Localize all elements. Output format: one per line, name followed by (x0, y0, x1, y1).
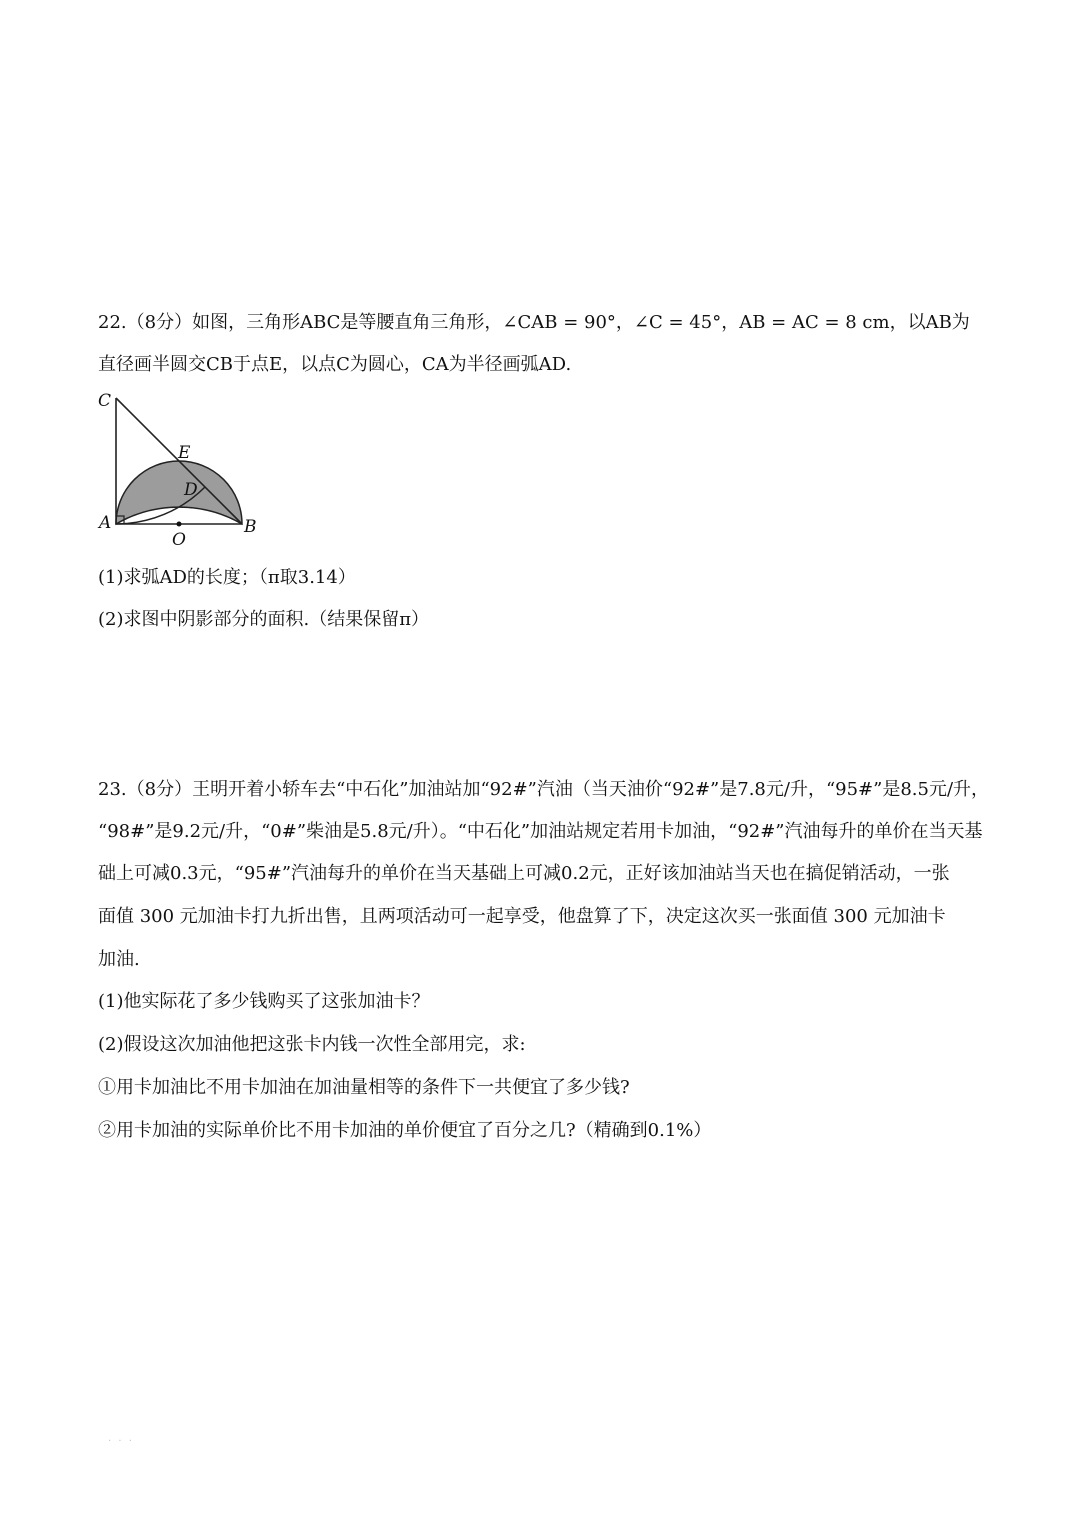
q23-subquestion-2-part-1: ①用卡加油比不用卡加油在加油量相等的条件下一共便宜了多少钱? (98, 1077, 630, 1098)
q22-stem-line2: 直径画半圆交CB于点E，以点C为圆心，CA为半径画弧AD. (98, 354, 572, 375)
label-E: E (178, 443, 191, 463)
q23-subquestion-2-part-2: ②用卡加油的实际单价比不用卡加油的单价便宜了百分之几?（精确到0.1%） (98, 1120, 712, 1141)
label-B: B (244, 517, 257, 537)
point-O (177, 522, 182, 527)
q23-stem-line2: “98#”是9.2元/升，“0#”柴油是5.8元/升）。“中石化”加油站规定若用卡加油，“92#”汽油每升的单价在当天基 (98, 821, 983, 842)
q23-subquestion-1: (1)他实际花了多少钱购买了这张加油卡？ (98, 991, 430, 1012)
q22-stem-line1: 22.（8分）如图，三角形ABC是等腰直角三角形，∠CAB = 90°，∠C = 45°，AB = AC = 8 cm，以AB为 (98, 312, 970, 333)
q23-stem-line4: 面值 300 元加油卡打九折出售，且两项活动可一起享受，他盘算了下，决定这次买一张面值 300 元加油卡 (98, 906, 946, 927)
q22-subquestion-2: (2)求图中阴影部分的面积.（结果保留π） (98, 609, 430, 630)
shaded-region (116, 461, 242, 524)
label-D: D (184, 480, 198, 500)
footer-mark: · · · (108, 1436, 134, 1447)
label-O: O (172, 530, 186, 548)
q23-stem-line1: 23.（8分）王明开着小轿车去“中石化”加油站加“92#”汽油（当天油价“92#”是7.8元/升，“95#”是8.5元/升， (98, 779, 990, 800)
label-A: A (99, 513, 112, 533)
label-C: C (98, 391, 112, 411)
q23-stem-line5: 加油. (98, 949, 140, 970)
q23-subquestion-2: (2)假设这次加油他把这张卡内钱一次性全部用完，求: (98, 1034, 526, 1055)
q23-stem-line3: 础上可减0.3元，“95#”汽油每升的单价在当天基础上可减0.2元，正好该加油站当天也在搞促销活动，一张 (98, 863, 950, 884)
q22-subquestion-1: (1)求弧AD的长度；（π取3.14） (98, 567, 356, 588)
q22-geometry-figure (96, 388, 266, 548)
